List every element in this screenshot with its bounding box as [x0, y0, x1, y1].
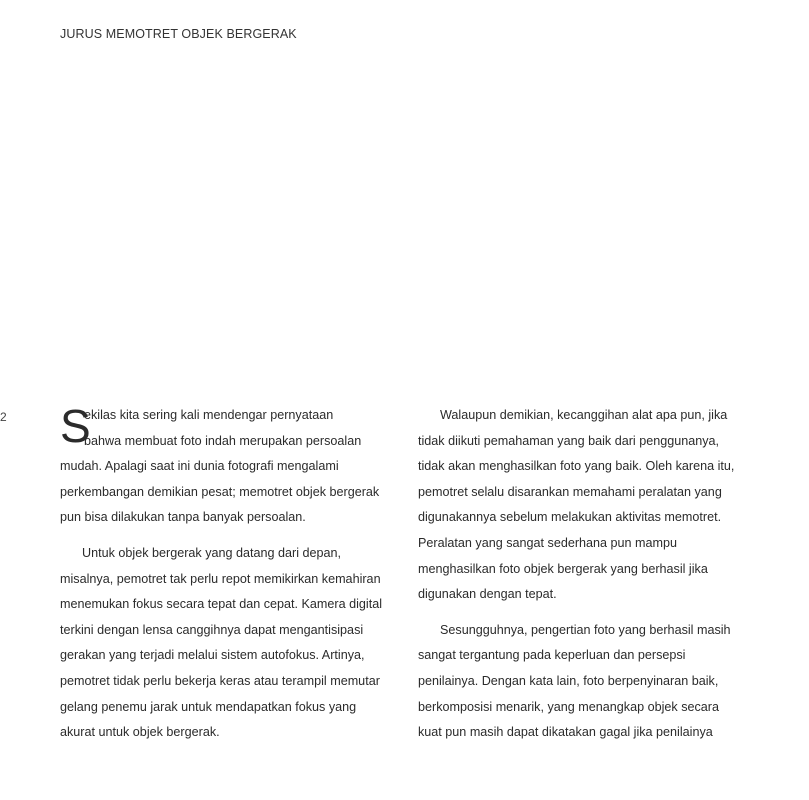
text-line: digunakan dengan tepat. — [418, 587, 557, 602]
drop-cap: S — [60, 400, 91, 452]
text-line: ekilas kita sering kali mendengar pernyataan — [84, 408, 334, 422]
text-line: akurat untuk objek bergerak. — [60, 725, 220, 740]
text-line: pun bisa dilakukan tanpa banyak persoalan. — [60, 510, 306, 525]
text-line: tidak akan menghasilkan foto yang baik. Oleh karena itu, — [418, 459, 735, 474]
text-line: sangat tergantung pada keperluan dan persepsi — [418, 648, 686, 663]
left-column — [60, 400, 400, 756]
text-line: gelang penemu jarak untuk mendapatkan fokus yang — [60, 699, 357, 714]
paragraph-equipment — [418, 403, 753, 608]
paragraph-intro — [60, 400, 400, 531]
text-line: Walaupun demikian, kecanggihan alat apa pun, jika — [440, 408, 728, 422]
text-line: pemotret tidak perlu bekerja keras atau terampil memutar — [60, 673, 380, 688]
paragraph-autofocus — [60, 541, 400, 746]
text-line: kuat pun masih dapat dikatakan gagal jika penilainya — [418, 725, 713, 740]
paragraph-success — [418, 618, 753, 746]
text-line: terkini dengan lensa canggihnya dapat mengantisipasi — [60, 622, 364, 637]
text-line: Sesungguhnya, pengertian foto yang berhasil masih — [440, 622, 731, 637]
running-head: JURUS MEMOTRET OBJEK BERGERAK — [60, 27, 297, 41]
page-number: 2 — [0, 410, 7, 424]
text-line: digunakannya sebelum melakukan aktivitas memotret. — [418, 510, 722, 525]
text-line: bahwa membuat foto indah merupakan persoalan — [84, 433, 362, 448]
text-line: gerakan yang terjadi melalui sistem autofokus. Artinya, — [60, 648, 365, 663]
text-line: menemukan fokus secara tepat dan cepat. Kamera digital — [60, 597, 383, 612]
text-line: Peralatan yang sangat sederhana pun mampu — [418, 535, 678, 550]
text-line: tidak diikuti pemahaman yang baik dari penggunanya, — [418, 433, 720, 448]
text-line: misalnya, pemotret tak perlu repot memikirkan kemahiran — [60, 571, 381, 586]
text-line: mudah. Apalagi saat ini dunia fotografi mengalami — [60, 459, 339, 474]
text-line: menghasilkan foto objek bergerak yang berhasil jika — [418, 561, 708, 576]
text-line: Untuk objek bergerak yang datang dari depan, — [82, 545, 342, 560]
text-line: penilainya. Dengan kata lain, foto berpenyinaran baik, — [418, 673, 719, 688]
text-line: berkomposisi menarik, yang menangkap objek secara — [418, 699, 720, 714]
right-column — [418, 403, 753, 756]
text-line: perkembangan demikian pesat; memotret objek bergerak — [60, 484, 380, 499]
text-line: pemotret selalu disarankan memahami peralatan yang — [418, 484, 722, 499]
